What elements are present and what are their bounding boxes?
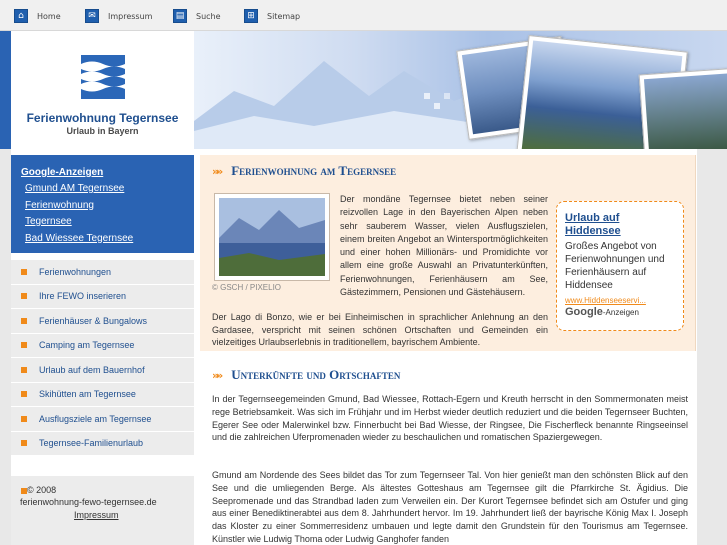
home-icon: ⌂ <box>14 9 28 23</box>
nav-home-label: Home <box>37 11 61 21</box>
menu-item-label: Ausflugsziele am Tegernsee <box>39 413 152 424</box>
bullet-icon <box>21 318 27 324</box>
footer-impressum-link[interactable]: Impressum <box>74 510 119 520</box>
menu-item-label: Skihütten am Tegernsee <box>39 389 136 400</box>
google-ads-suffix: -Anzeigen <box>602 308 639 317</box>
ad-link-gmund[interactable]: Gmund AM Tegernsee <box>25 183 125 194</box>
menu-item-label: Ihre FEWO inserieren <box>39 291 127 302</box>
copyright-text: © 2008 <box>27 485 57 495</box>
waves-logo-icon <box>81 55 125 99</box>
double-arrow-icon: »» <box>212 368 221 382</box>
google-ads-label[interactable] <box>565 306 675 318</box>
sitemap-icon: ⊞ <box>244 9 258 23</box>
side-menu <box>11 260 194 456</box>
bullet-icon <box>21 342 27 348</box>
section2-paragraph-2: Gmund am Nordende des Sees bildet das Tor zum Tegernseer Tal. Von hier genießt man den schönsten Blick auf den See und die umliegenden Berge. Als ältestes Gotteshaus am Tegernsee gilt die Pfarrkirche St. Ägidius. Die Seepromenade und das Strandbad laden zum Verweilen ein. Der Kurort Tegernsee befindet sich am Ostufer und ging aus einer Benediktinerabtei aus dem 8. Jahrhundert hervor. Im 19. Jahrhundert ließ der bayrische König Max I. Joseph das Kloster zu einer Sommerresidenz umbauen und legte damit den Grundstein für den Tourismus am Tegernsee. Künstler wie Ludwig Thoma oder Ludwig Ganghofer fanden <box>212 470 688 544</box>
bullet-icon <box>21 367 27 373</box>
lake-image <box>219 198 325 276</box>
nav-impressum-label: Impressum <box>108 11 153 21</box>
left-accent-strip <box>0 31 11 149</box>
ad-body-text: Großes Angebot von Ferienwohnungen und Ferienhäusern auf Hiddensee <box>565 241 665 291</box>
menu-item-label: Ferienhäuser & Bungalows <box>39 315 148 326</box>
nav-sitemap[interactable] <box>244 7 300 25</box>
ad-link-bad-wiessee[interactable]: Bad Wiessee Tegernsee <box>25 232 134 244</box>
section-ferienwohnung <box>200 155 696 351</box>
section-unterkuenfte <box>200 359 696 545</box>
menu-item-fewo-inserieren[interactable] <box>11 285 194 310</box>
ad-link-tegernsee[interactable]: Tegernsee <box>25 216 72 227</box>
menu-item-label: Ferienwohnungen <box>39 266 112 277</box>
ad-url-link[interactable]: www.Hiddenseeservi... <box>565 296 646 305</box>
search-doc-icon: ▤ <box>173 9 187 23</box>
site-subtitle: Urlaub in Bayern <box>66 126 139 136</box>
menu-item-ausflugsziele[interactable] <box>11 407 194 432</box>
section1-heading <box>212 163 396 179</box>
ad-link-ferienwohnung[interactable]: Ferienwohnung <box>25 199 94 211</box>
bullet-icon <box>21 269 27 275</box>
double-arrow-icon: »» <box>212 164 221 178</box>
nav-impressum[interactable] <box>85 7 152 25</box>
section2-heading <box>212 367 400 383</box>
intro-paragraph-2: Der Lago di Bonzo, wie er bei Einheimischen in sprachlicher Anlehnung an den Gardasee, verspricht mit seinen schönen Ortschaften und Gemeinden ein vielzeitiges Urlaubserlebnis in traditionellem, bayrischem Ambiente. <box>212 312 548 347</box>
menu-item-label: Tegernsee-Familienurlaub <box>39 438 144 449</box>
hiddensee-ad-card <box>556 201 684 331</box>
menu-item-bauernhof[interactable] <box>11 358 194 383</box>
footer-domain: ferienwohnung-fewo-tegernsee.de <box>20 497 157 507</box>
nav-home[interactable] <box>14 7 61 25</box>
nav-sitemap-label: Sitemap <box>267 11 301 21</box>
menu-item-ferienhaeuser[interactable] <box>11 309 194 334</box>
intro-paragraph: Der mondäne Tegernsee bietet neben seiner reizvollen Lage in den Bayerischen Alpen neben sehr sauberem Wasser, vielen Ausflugszielen, einem breiten Angebot an Wintersportmöglichkeiten und einer hohen Millionärs- und Promidichte vor allem eine große Auswahl an Privatunterkünften, Ferienwohnungen, Ferienhäusern am See, Gästezimmern, Pensionen und Gästehäusern. <box>340 194 548 298</box>
nav-suche[interactable] <box>173 7 221 25</box>
left-gray-strip <box>0 149 11 545</box>
banner-photo-3 <box>639 68 727 149</box>
logo-area[interactable] <box>11 31 194 149</box>
lake-photo <box>214 193 330 281</box>
bullet-icon <box>21 440 27 446</box>
menu-item-skihuetten[interactable] <box>11 383 194 408</box>
menu-item-label: Urlaub auf dem Bauernhof <box>39 364 145 375</box>
bullet-icon <box>21 293 27 299</box>
nav-suche-label: Suche <box>196 11 221 21</box>
google-ads-box <box>11 155 194 253</box>
menu-item-label: Camping am Tegernsee <box>39 340 135 351</box>
photo-credit: © GSCH / PIXELIO <box>212 283 282 292</box>
bullet-icon <box>21 416 27 422</box>
google-ads-title-link[interactable]: Google-Anzeigen <box>21 167 104 178</box>
section2-paragraph-1: In der Tegernseegemeinden Gmund, Bad Wiessee, Rottach-Egern und Kreuth herrscht in den Sommermonaten meist rege Betriebsamkeit. Was sich im Frühjahr und im Herbst wieder deutlich reduziert und die beiden Tegernseer Buchten, Egerer See oder Malerwinkel bzw. Finnerbucht bei Bad Wiesse, der Ringsee, Die Fischerfleck benannte Ringseeinsel und die zahlreichen Uferpromenaden wieder zu beschaulichen und romatischen Spaziergewegen. <box>212 394 688 443</box>
menu-item-camping[interactable] <box>11 334 194 359</box>
header-banner <box>194 31 727 149</box>
section2-title: Unterkünfte und Ortschaften <box>231 367 401 382</box>
site-title: Ferienwohnung Tegernsee <box>26 111 179 125</box>
menu-item-familienurlaub[interactable] <box>11 432 194 457</box>
top-navigation <box>0 0 727 31</box>
main-content <box>200 149 727 545</box>
menu-item-ferienwohnungen[interactable] <box>11 260 194 285</box>
section1-title: Ferienwohnung am Tegernsee <box>231 163 397 178</box>
bullet-icon <box>21 391 27 397</box>
google-brand: Google <box>565 306 603 318</box>
ad-headline-link[interactable]: Urlaub auf Hiddensee <box>565 212 621 237</box>
mail-icon: ✉ <box>85 9 99 23</box>
